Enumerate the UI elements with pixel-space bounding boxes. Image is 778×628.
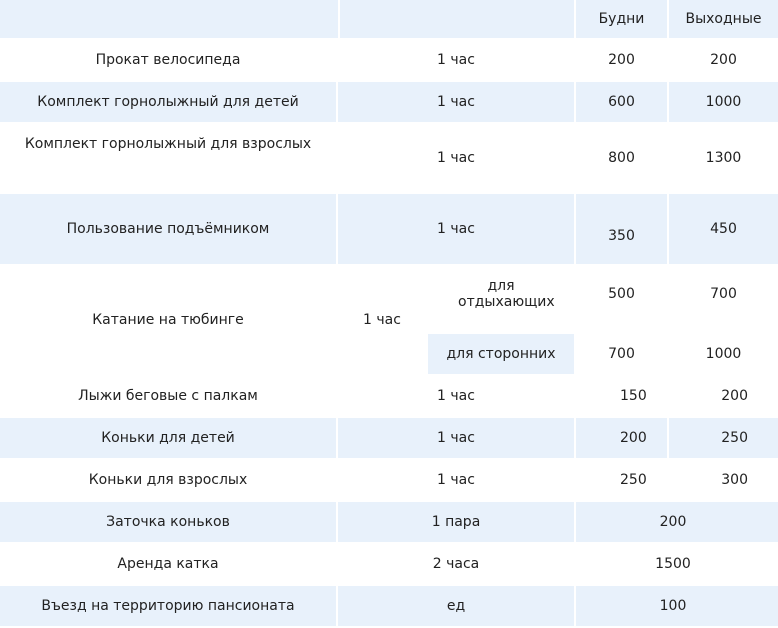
price-weekends: 200: [669, 376, 778, 418]
service-name: Катание на тюбинге: [0, 266, 338, 376]
price-weekdays: 250: [576, 460, 669, 502]
table-row: [0, 40, 778, 82]
tubing-sub-label: для сторонних: [428, 334, 576, 376]
service-name: Заточка коньков: [0, 502, 338, 544]
table-header-row: [0, 0, 778, 40]
price-weekends: 300: [669, 460, 778, 502]
table-row: [0, 544, 778, 586]
price-weekends: 1300: [669, 124, 778, 194]
table-row: [0, 502, 778, 544]
service-unit: 1 час: [338, 418, 576, 460]
table-row: [0, 376, 778, 418]
service-unit: ед: [338, 586, 576, 628]
service-name: Лыжи беговые с палкам: [0, 376, 338, 418]
service-unit: 1 час: [338, 40, 576, 82]
service-unit: 1 час: [338, 194, 576, 266]
table-row: [0, 194, 778, 266]
service-unit: 1 час: [338, 376, 576, 418]
price-flat: 1500: [576, 544, 778, 586]
table-row: [0, 82, 778, 124]
price-weekends: 200: [669, 40, 778, 82]
price-weekdays: 700: [576, 334, 669, 376]
service-name: Коньки для взрослых: [0, 460, 338, 502]
price-weekends: 1000: [669, 82, 778, 124]
service-name: Пользование подъёмником: [0, 194, 338, 266]
price-flat: 100: [576, 586, 778, 628]
service-unit: 1 час: [338, 124, 576, 194]
price-weekends: 450: [669, 194, 778, 266]
header-weekends: Выходные: [669, 0, 778, 40]
service-unit: 1 пара: [338, 502, 576, 544]
table-row: [0, 266, 778, 334]
service-name: Въезд на территорию пансионата: [0, 586, 338, 628]
table-row: [0, 586, 778, 628]
table-row: [0, 124, 778, 194]
price-weekdays: 200: [576, 40, 669, 82]
price-flat: 200: [576, 502, 778, 544]
service-name: Прокат велосипеда: [0, 40, 338, 82]
service-unit: 1 час: [338, 82, 576, 124]
price-weekends: 1000: [669, 334, 778, 376]
price-weekdays: 600: [576, 82, 669, 124]
price-weekends: 250: [669, 418, 778, 460]
service-unit: 1 час: [338, 460, 576, 502]
tubing-sub-label: для отдыхающих: [428, 266, 576, 334]
price-weekends: 700: [669, 266, 778, 334]
price-weekdays: 150: [576, 376, 669, 418]
price-weekdays: 350: [576, 194, 669, 266]
service-unit: 1 час: [338, 266, 428, 376]
service-unit: 2 часа: [338, 544, 576, 586]
service-name: Комплект горнолыжный для взрослых: [0, 124, 338, 194]
service-name: Коньки для детей: [0, 418, 338, 460]
service-name: Аренда катка: [0, 544, 338, 586]
price-weekdays: 200: [576, 418, 669, 460]
price-weekdays: 800: [576, 124, 669, 194]
service-name: Комплект горнолыжный для детей: [0, 82, 338, 124]
header-blank: [0, 0, 576, 40]
header-weekdays: Будни: [576, 0, 669, 40]
price-weekdays: 500: [576, 266, 669, 334]
table-row: [0, 460, 778, 502]
table-row: [0, 418, 778, 460]
